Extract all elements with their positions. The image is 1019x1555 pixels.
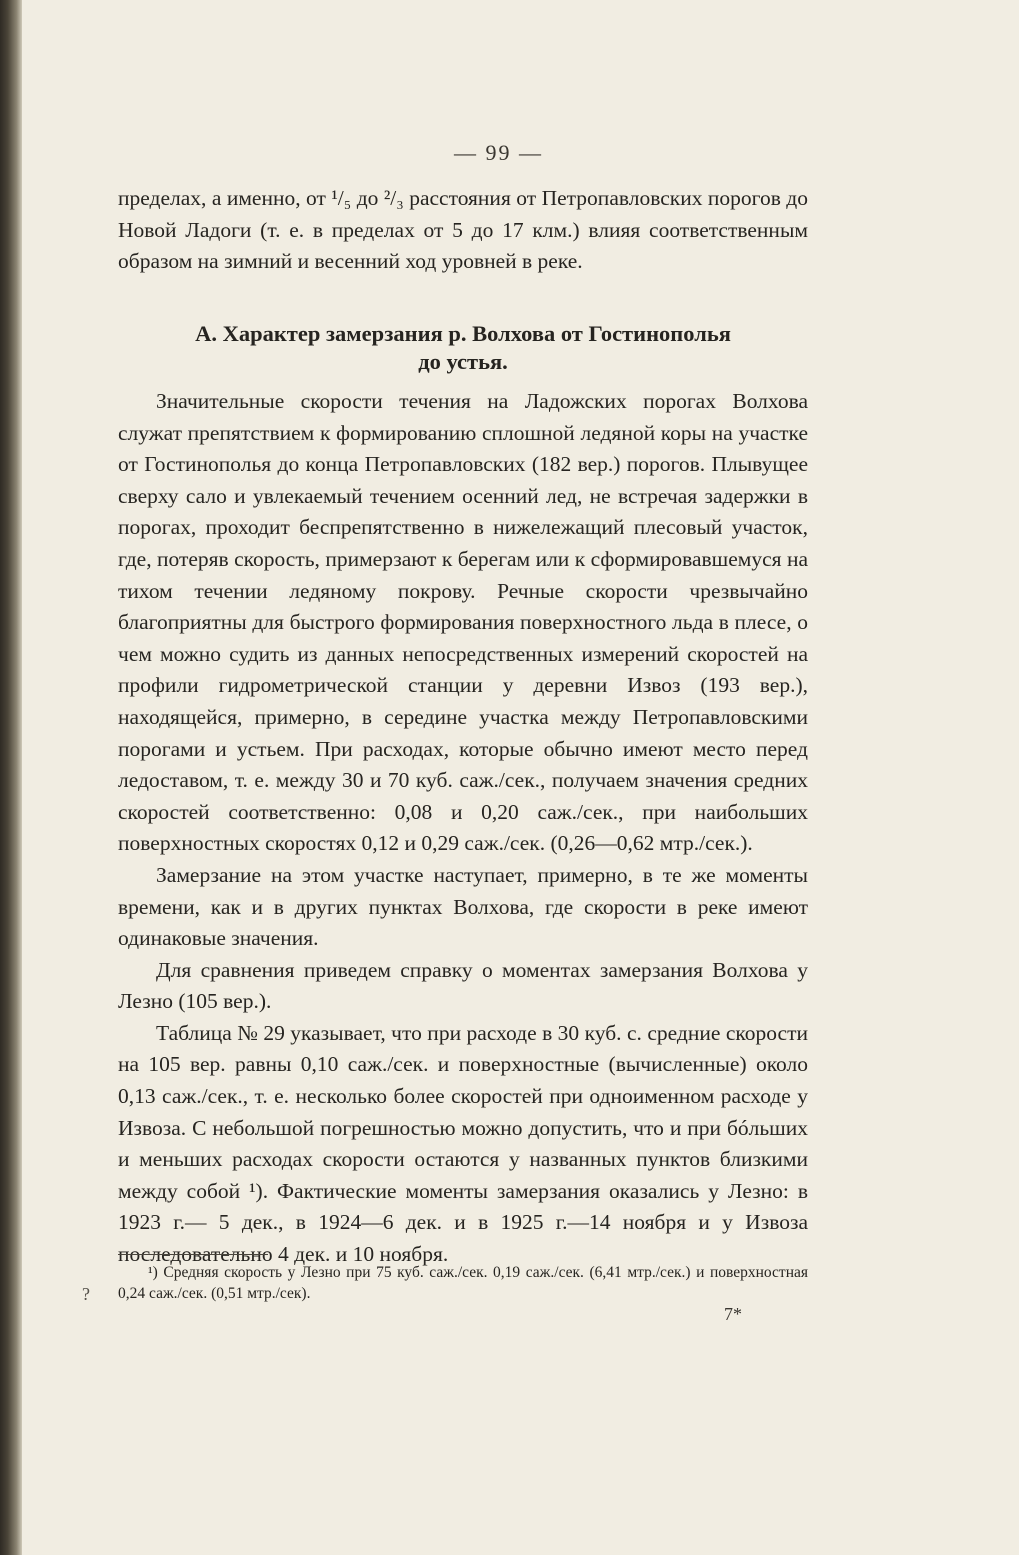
intro-paragraph: пределах, а именно, от ¹/₅ до ²/₃ расстояния от Петропавловских порогов до Новой Ладоги (т. е. в пределах от 5 до 17 клм.) влияя соответственным образом на зимний и весенний ход уровней в реке. <box>118 186 808 274</box>
paragraph-1: Значительные скорости течения на Ладожских порогах Волхова служат препятствием к формированию сплошной ледяной коры на участке от Гостинополья до конца Петропавловских (182 вер.) порогов. Плывущее сверху сало и увлекаемый течением осенний лед, не встречая задержки в порогах, проходит беспрепятственно в нижележащий плесовый участок, где, потеряв скорость, примерзают к берегам или к сформировавшемуся на тихом течении ледяному покрову. Речные скорости чрезвычайно благоприятны для быстрого формирования поверхностного льда в плесе, о чем можно судить из данных непосредственных измерений скоростей на профили гидрометрической станции у деревни Извоз (193 вер.), находящейся, примерно, в середине участка между Петропавловскими порогами и устьем. При расходах, которые обычно имеют место перед ледоставом, т. е. между 30 и 70 куб. саж./сек., получаем значения средних скоростей соответственно: 0,08 и 0,20 саж./сек., при наибольших поверхностных скоростях 0,12 и 0,29 саж./сек. (0,26—0,62 мтр./сек.). <box>118 389 808 856</box>
book-spine-shadow <box>0 0 22 1555</box>
paragraph-3: Для сравнения приведем справку о моментах замерзания Волхова у Лезно (105 вер.). <box>118 957 808 1014</box>
paragraph-4: Таблица № 29 указывает, что при расходе в 30 куб. с. средние скорости на 105 вер. равны 0,10 саж./сек. и поверхностные (вычисленные) около 0,13 саж./сек., т. е. несколько более скоростей при одноименном расходе у Извоза. С небольшой погрешностью можно допустить, что и при бóльших и меньших расходах скорости остаются у названных пунктов близкими между собой ¹). Фактические моменты замерзания оказались у Лезно: в 1923 г.— 5 дек., в 1924—6 дек. и в 1925 г.—14 ноября и у Извоза последовательно 4 дек. и 10 ноября. <box>118 1020 808 1267</box>
page-number: — 99 — <box>454 140 543 165</box>
section-heading-line-2: до устья. <box>418 349 508 374</box>
signature-mark: 7* <box>724 1304 742 1324</box>
footnote-divider <box>118 1254 268 1255</box>
intro-paragraph-block <box>118 183 808 278</box>
section-heading-line-1: A. Характер замерзания р. Волхова от Гостинополья <box>195 321 731 346</box>
footnote: ¹) Средняя скорость у Лезно при 75 куб. саж./сек. 0,19 саж./сек. (6,41 мтр./сек.) и поверхностная 0,24 саж./сек. (0,51 мтр./сек). <box>118 1264 808 1302</box>
section-heading <box>118 320 808 376</box>
handwritten-margin-note: ? <box>82 1284 90 1304</box>
paragraph-2: Замерзание на этом участке наступает, примерно, в те же моменты времени, как и в других пунктах Волхова, где скорости в реке имеют одинаковые значения. <box>118 862 808 951</box>
main-text <box>118 386 808 1271</box>
